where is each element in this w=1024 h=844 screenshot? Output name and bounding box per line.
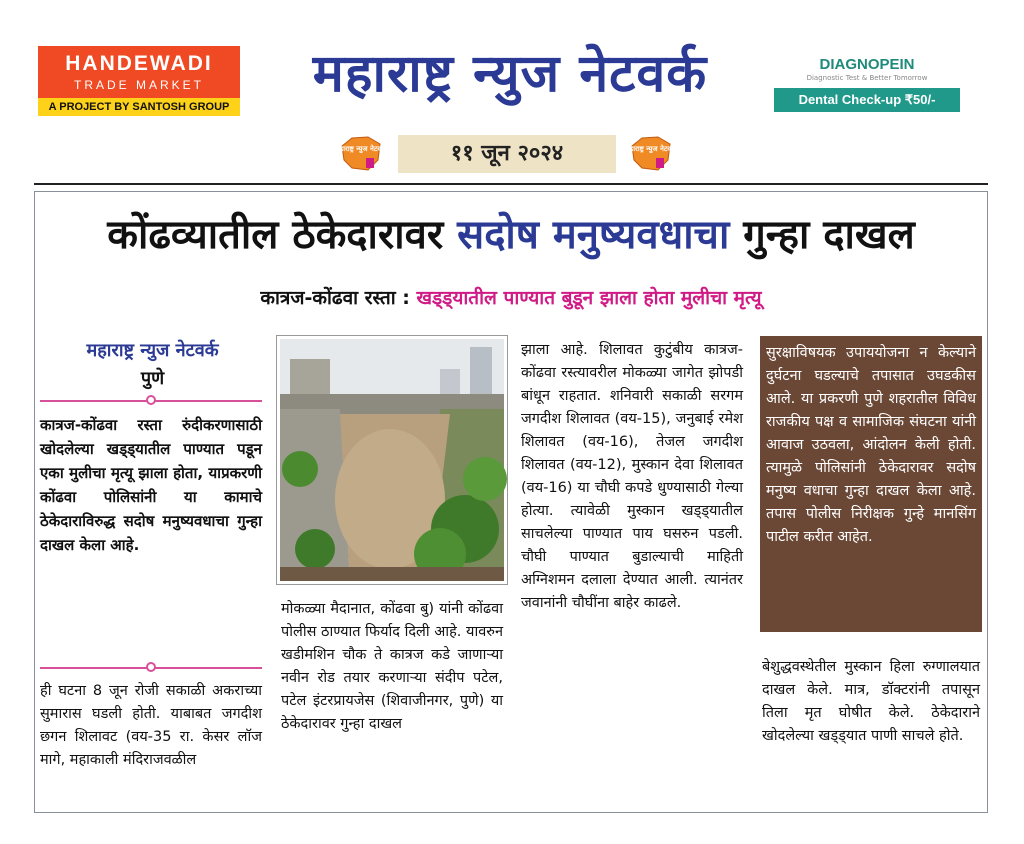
headline-part2: सदोष मनुष्यवधाचा (457, 212, 744, 258)
publication-date: ११ जून २०२४ (398, 135, 616, 173)
subhead-part1: कात्रज-कोंढवा रस्ता : (260, 287, 417, 309)
map-logo-icon-right (625, 134, 677, 174)
subhead-part2: खड्ड्यातील पाण्यात बुडून झाला होता मुलीचा मृत्यू (416, 287, 762, 309)
ad-brand-name: HANDEWADI (65, 52, 213, 75)
article-column-4: बेशुद्धवस्थेतील मुस्कान हिला रुग्णालयात दाखल केले. मात्र, डॉक्टरांनी तपासून तिला मृत घोषीत केले. ठेकेदाराने खोदलेल्या खड्ड्यात पाणी साचले होते. (762, 659, 980, 744)
divider-line (40, 400, 262, 402)
headline-part3: गुन्हा दाखल (743, 212, 915, 258)
news-photo (277, 336, 507, 584)
divider-ornament (146, 662, 156, 672)
handewadi-ad[interactable] (38, 46, 240, 116)
diagnopein-ad[interactable] (774, 52, 960, 112)
byline-city: पुणे (140, 368, 165, 389)
divider-ornament (146, 395, 156, 405)
headline-part1: कोंढव्यातील ठेकेदारावर (107, 212, 458, 258)
highlight-box-text: सुरक्षाविषयक उपाययोजना न केल्याने दुर्घटना घडल्याचे तपासात उघडकीस आले. या प्रकरणी पुणे शहरातील विविध राजकीय पक्ष व सामाजिक संघटना यांनी आवाज उठवला, आंदोलन केली होती. त्यामुळे पोलिसांनी ठेकेदारावर सदोष मनुष्य वधाचा गुन्हा दाखल केला आहे. तपास पोलीस निरीक्षक गुन्हे मानसिंग पाटील करीत आहेत. (766, 345, 976, 545)
ad-right-brand: DIAGNOPEIN (819, 56, 915, 73)
article-column-3: झाला आहे. शिलावत कुटुंबीय कात्रज-कोंढवा रस्त्यावरील मोकळ्या जागेत झोपडी बांधून राहतात. शनिवारी सकाळी सरगम जगदीश शिलावत (वय-15), जनुबाई रमेश शिलावत (वय-16), तेजल जगदीश शिलावत (वय-12), मुस्कान देवा शिलावत (वय-16) या चौघी कपडे धुण्यासाठी गेल्या होत्या. त्यावेळी मुस्कान खड्ड्यातील साचलेल्या पाण्यात पाय घसरुन पडली. चौघी पाण्यात बुडाल्याची माहिती अग्निशमन दलाला देण्यात आली. त्यानंतर जवानांनी चौघींना बाहेर काढले. (521, 342, 743, 611)
mini-logo-text: महाराष्ट्र न्युज नेटवर्क (625, 145, 677, 153)
ad-right-offer: Dental Check-up ₹50/- (774, 88, 960, 112)
subheadline (34, 284, 988, 310)
article-lead: कात्रज-कोंढवा रस्ता रुंदीकरणासाठी खोदलेल्या खड्ड्यातील पाण्यात पडून एका मुलीचा मृत्यू झाला होता, याप्रकरणी कोंढवा पोलिसांनी या कामाचे ठेकेदाराविरुद्ध सदोष मनुष्यवधाचा गुन्हा दाखल केला आहे. (40, 416, 262, 554)
divider-line (40, 667, 262, 669)
ad-right-tagline: Diagnostic Test & Better Tomorrow (806, 74, 928, 82)
ad-project-line: A PROJECT BY SANTOSH GROUP (38, 98, 240, 116)
headline (34, 205, 988, 260)
article-column-2: मोकळ्या मैदानात, कोंढवा बु) यांनी कोंढवा पोलीस ठाण्यात फिर्याद दिली आहे. यावरुन खडीमशिन चौक ते कात्रज कडे जाणाऱ्या नवीन रोड तयार करणाऱ्या संदीप पटेल, पटेल इंटरप्रायजेस (शिवाजीनगर, पुणे) या ठेकेदारावर गुन्हा दाखल (281, 601, 503, 732)
mini-logo-text: महाराष्ट्र न्युज नेटवर्क (335, 145, 387, 153)
ad-subtitle: TRADE MARKET (73, 78, 204, 92)
byline-source: महाराष्ट्र न्युज नेटवर्क (86, 340, 219, 361)
newspaper-masthead: महाराष्ट्र न्युज नेटवर्क (312, 44, 708, 104)
article-column-1: ही घटना 8 जून रोजी सकाळी अकराच्या सुमारास घडली होती. याबाबत जगदीश छगन शिलावट (वय-35 रा. केसर लॉज मागे, महाकाली मंदिराजवळील (40, 683, 262, 768)
top-rule (34, 183, 988, 185)
map-logo-icon-left (335, 134, 387, 174)
